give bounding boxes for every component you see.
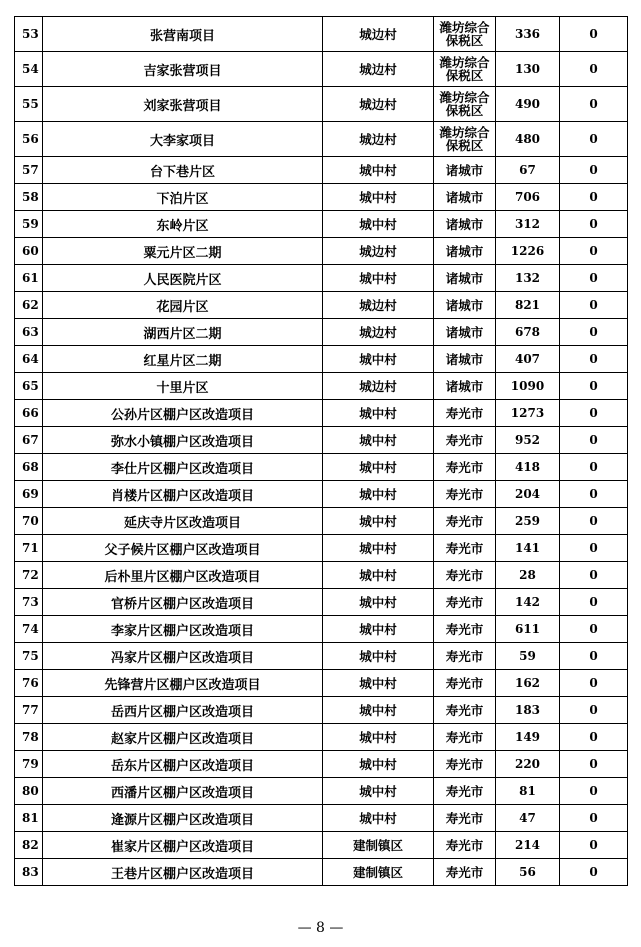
table-row: [15, 52, 628, 87]
household-count: 47: [496, 805, 560, 832]
household-count: 678: [496, 319, 560, 346]
household-count: 418: [496, 454, 560, 481]
project-name: 大李家项目: [43, 122, 323, 157]
project-type: 城边村: [323, 319, 434, 346]
region-name: 寿光市: [434, 508, 496, 535]
value-cell: 0: [560, 427, 628, 454]
value-cell: 0: [560, 373, 628, 400]
project-name: 张营南项目: [43, 17, 323, 52]
row-number: 54: [15, 52, 43, 87]
table-row: [15, 265, 628, 292]
table-row: [15, 238, 628, 265]
project-name: 刘家张营项目: [43, 87, 323, 122]
row-number: 68: [15, 454, 43, 481]
value-cell: 0: [560, 832, 628, 859]
project-type: 城中村: [323, 724, 434, 751]
row-number: 71: [15, 535, 43, 562]
region-name: 诸城市: [434, 373, 496, 400]
project-type: 城中村: [323, 427, 434, 454]
project-type: 城边村: [323, 373, 434, 400]
row-number: 79: [15, 751, 43, 778]
project-type: 城中村: [323, 643, 434, 670]
row-number: 59: [15, 211, 43, 238]
project-type: 城边村: [323, 87, 434, 122]
table-row: [15, 292, 628, 319]
row-number: 67: [15, 427, 43, 454]
project-name: 公孙片区棚户区改造项目: [43, 400, 323, 427]
value-cell: 0: [560, 238, 628, 265]
region-name: 寿光市: [434, 616, 496, 643]
household-count: 214: [496, 832, 560, 859]
region-name: 寿光市: [434, 697, 496, 724]
table-row: [15, 454, 628, 481]
project-name: 延庆寺片区改造项目: [43, 508, 323, 535]
project-name: 岳西片区棚户区改造项目: [43, 697, 323, 724]
value-cell: 0: [560, 454, 628, 481]
project-type: 城中村: [323, 670, 434, 697]
region-name: 诸城市: [434, 211, 496, 238]
project-name: 后朴里片区棚户区改造项目: [43, 562, 323, 589]
row-number: 64: [15, 346, 43, 373]
household-count: 1226: [496, 238, 560, 265]
table-row: [15, 805, 628, 832]
project-name: 冯家片区棚户区改造项目: [43, 643, 323, 670]
table-row: [15, 535, 628, 562]
value-cell: 0: [560, 508, 628, 535]
household-count: 1273: [496, 400, 560, 427]
row-number: 83: [15, 859, 43, 886]
region-name: 寿光市: [434, 454, 496, 481]
project-type: 城中村: [323, 535, 434, 562]
row-number: 69: [15, 481, 43, 508]
project-name: 赵家片区棚户区改造项目: [43, 724, 323, 751]
household-count: 67: [496, 157, 560, 184]
project-name: 先锋营片区棚户区改造项目: [43, 670, 323, 697]
row-number: 78: [15, 724, 43, 751]
table-row: [15, 724, 628, 751]
project-name: 崔家片区棚户区改造项目: [43, 832, 323, 859]
value-cell: 0: [560, 319, 628, 346]
region-name: 寿光市: [434, 859, 496, 886]
project-type: 城中村: [323, 184, 434, 211]
region-name: 寿光市: [434, 400, 496, 427]
region-name: 诸城市: [434, 184, 496, 211]
value-cell: 0: [560, 346, 628, 373]
row-number: 82: [15, 832, 43, 859]
project-name: 王巷片区棚户区改造项目: [43, 859, 323, 886]
table-row: [15, 643, 628, 670]
project-type: 城中村: [323, 697, 434, 724]
project-type: 建制镇区: [323, 832, 434, 859]
household-count: 952: [496, 427, 560, 454]
value-cell: 0: [560, 643, 628, 670]
row-number: 74: [15, 616, 43, 643]
project-name: 李仕片区棚户区改造项目: [43, 454, 323, 481]
household-count: 28: [496, 562, 560, 589]
value-cell: 0: [560, 724, 628, 751]
region-name: 诸城市: [434, 346, 496, 373]
household-count: 141: [496, 535, 560, 562]
household-count: 611: [496, 616, 560, 643]
project-name: 红星片区二期: [43, 346, 323, 373]
table-row: [15, 589, 628, 616]
project-name: 弥水小镇棚户区改造项目: [43, 427, 323, 454]
project-name: 西潘片区棚户区改造项目: [43, 778, 323, 805]
household-count: 706: [496, 184, 560, 211]
row-number: 80: [15, 778, 43, 805]
household-count: 220: [496, 751, 560, 778]
region-name: 寿光市: [434, 832, 496, 859]
row-number: 55: [15, 87, 43, 122]
value-cell: 0: [560, 859, 628, 886]
region-name: 寿光市: [434, 535, 496, 562]
value-cell: 0: [560, 562, 628, 589]
household-count: 149: [496, 724, 560, 751]
project-type: 城中村: [323, 778, 434, 805]
table-row: [15, 859, 628, 886]
value-cell: 0: [560, 805, 628, 832]
household-count: 312: [496, 211, 560, 238]
household-count: 490: [496, 87, 560, 122]
region-name: 寿光市: [434, 805, 496, 832]
project-name: 花园片区: [43, 292, 323, 319]
value-cell: 0: [560, 184, 628, 211]
household-count: 81: [496, 778, 560, 805]
project-name: 肖楼片区棚户区改造项目: [43, 481, 323, 508]
table-row: [15, 832, 628, 859]
project-name: 岳东片区棚户区改造项目: [43, 751, 323, 778]
region-name: 潍坊综合保税区: [434, 122, 496, 157]
project-type: 城边村: [323, 292, 434, 319]
row-number: 62: [15, 292, 43, 319]
row-number: 81: [15, 805, 43, 832]
page-number: — 8 —: [297, 920, 344, 936]
value-cell: 0: [560, 17, 628, 52]
row-number: 73: [15, 589, 43, 616]
project-name: 下泊片区: [43, 184, 323, 211]
table-row: [15, 778, 628, 805]
value-cell: 0: [560, 670, 628, 697]
project-type: 城中村: [323, 346, 434, 373]
row-number: 70: [15, 508, 43, 535]
region-name: 潍坊综合保税区: [434, 52, 496, 87]
table-row: [15, 751, 628, 778]
project-type: 城中村: [323, 481, 434, 508]
table-row: [15, 481, 628, 508]
value-cell: 0: [560, 400, 628, 427]
table-row: [15, 373, 628, 400]
region-name: 寿光市: [434, 724, 496, 751]
region-name: 潍坊综合保税区: [434, 87, 496, 122]
project-name: 父子候片区棚户区改造项目: [43, 535, 323, 562]
row-number: 76: [15, 670, 43, 697]
value-cell: 0: [560, 535, 628, 562]
table-row: [15, 157, 628, 184]
row-number: 57: [15, 157, 43, 184]
row-number: 63: [15, 319, 43, 346]
project-type: 城中村: [323, 616, 434, 643]
table-row: [15, 562, 628, 589]
value-cell: 0: [560, 52, 628, 87]
household-count: 259: [496, 508, 560, 535]
value-cell: 0: [560, 589, 628, 616]
row-number: 60: [15, 238, 43, 265]
household-count: 407: [496, 346, 560, 373]
region-name: 寿光市: [434, 778, 496, 805]
value-cell: 0: [560, 265, 628, 292]
project-type: 城边村: [323, 238, 434, 265]
region-name: 寿光市: [434, 589, 496, 616]
table-row: [15, 616, 628, 643]
project-name: 粟元片区二期: [43, 238, 323, 265]
project-type: 城中村: [323, 400, 434, 427]
table-row: [15, 508, 628, 535]
table-row: [15, 400, 628, 427]
household-count: 142: [496, 589, 560, 616]
household-count: 162: [496, 670, 560, 697]
region-name: 潍坊综合保税区: [434, 17, 496, 52]
row-number: 75: [15, 643, 43, 670]
region-name: 寿光市: [434, 670, 496, 697]
region-name: 诸城市: [434, 319, 496, 346]
region-name: 诸城市: [434, 238, 496, 265]
region-name: 寿光市: [434, 562, 496, 589]
project-type: 城边村: [323, 52, 434, 87]
value-cell: 0: [560, 211, 628, 238]
value-cell: 0: [560, 87, 628, 122]
value-cell: 0: [560, 292, 628, 319]
table-body: [15, 17, 628, 886]
row-number: 56: [15, 122, 43, 157]
project-type: 城中村: [323, 157, 434, 184]
value-cell: 0: [560, 751, 628, 778]
household-count: 480: [496, 122, 560, 157]
value-cell: 0: [560, 778, 628, 805]
household-count: 821: [496, 292, 560, 319]
household-count: 204: [496, 481, 560, 508]
region-name: 寿光市: [434, 751, 496, 778]
household-count: 132: [496, 265, 560, 292]
project-type: 城中村: [323, 454, 434, 481]
household-count: 130: [496, 52, 560, 87]
region-name: 寿光市: [434, 427, 496, 454]
region-name: 寿光市: [434, 643, 496, 670]
table-row: [15, 319, 628, 346]
table-row: [15, 184, 628, 211]
table-row: [15, 87, 628, 122]
project-type: 建制镇区: [323, 859, 434, 886]
project-name: 官桥片区棚户区改造项目: [43, 589, 323, 616]
row-number: 58: [15, 184, 43, 211]
project-type: 城中村: [323, 751, 434, 778]
project-type: 城中村: [323, 265, 434, 292]
value-cell: 0: [560, 616, 628, 643]
project-type: 城中村: [323, 211, 434, 238]
project-type: 城中村: [323, 589, 434, 616]
row-number: 53: [15, 17, 43, 52]
region-name: 诸城市: [434, 265, 496, 292]
table-row: [15, 427, 628, 454]
row-number: 72: [15, 562, 43, 589]
household-count: 56: [496, 859, 560, 886]
row-number: 65: [15, 373, 43, 400]
region-name: 寿光市: [434, 481, 496, 508]
project-name: 李家片区棚户区改造项目: [43, 616, 323, 643]
household-count: 183: [496, 697, 560, 724]
project-name: 逄源片区棚户区改造项目: [43, 805, 323, 832]
table-row: [15, 17, 628, 52]
row-number: 66: [15, 400, 43, 427]
row-number: 61: [15, 265, 43, 292]
value-cell: 0: [560, 122, 628, 157]
value-cell: 0: [560, 481, 628, 508]
data-table: [14, 16, 628, 886]
table-row: [15, 670, 628, 697]
value-cell: 0: [560, 697, 628, 724]
project-name: 人民医院片区: [43, 265, 323, 292]
region-name: 诸城市: [434, 292, 496, 319]
project-name: 东岭片区: [43, 211, 323, 238]
project-type: 城中村: [323, 562, 434, 589]
household-count: 1090: [496, 373, 560, 400]
project-type: 城中村: [323, 508, 434, 535]
value-cell: 0: [560, 157, 628, 184]
household-count: 59: [496, 643, 560, 670]
table-row: [15, 346, 628, 373]
project-name: 十里片区: [43, 373, 323, 400]
project-name: 湖西片区二期: [43, 319, 323, 346]
project-type: 城边村: [323, 17, 434, 52]
region-name: 诸城市: [434, 157, 496, 184]
project-name: 吉家张营项目: [43, 52, 323, 87]
project-type: 城中村: [323, 805, 434, 832]
household-count: 336: [496, 17, 560, 52]
project-type: 城边村: [323, 122, 434, 157]
table-row: [15, 697, 628, 724]
project-name: 台下巷片区: [43, 157, 323, 184]
table-row: [15, 122, 628, 157]
table-row: [15, 211, 628, 238]
row-number: 77: [15, 697, 43, 724]
